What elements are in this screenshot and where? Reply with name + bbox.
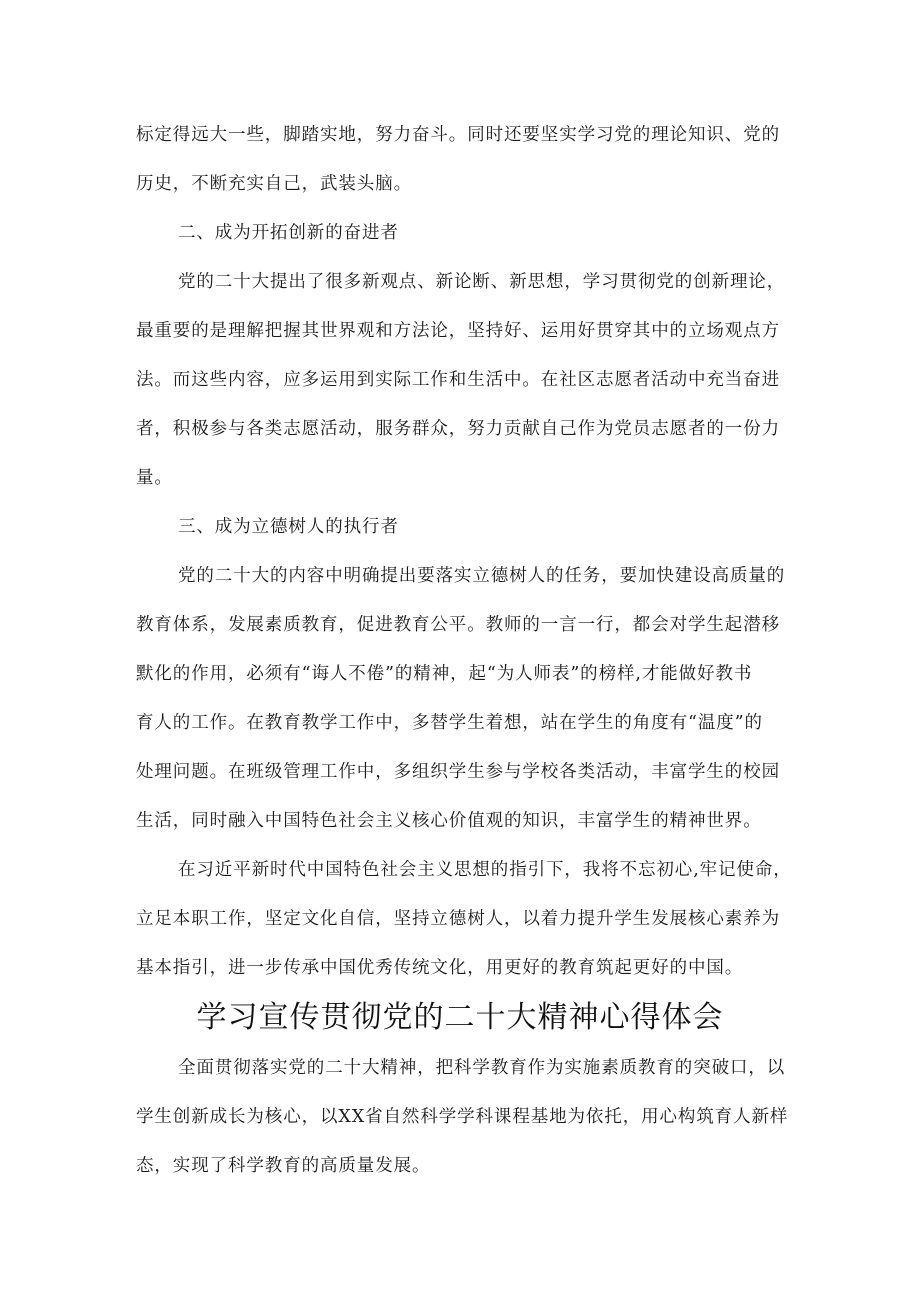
paragraph-line: 党的二十大提出了很多新观点、新论断、新思想，学习贯彻党的创新理论，: [178, 272, 786, 292]
paragraph-line: 生活，同时融入中国特色社会主义核心价值观的知识，丰富学生的精神世界。: [136, 811, 762, 831]
paragraph-line: 法。而这些内容，应多运用到实际工作和生活中。在社区志愿者活动中充当奋进: [136, 370, 780, 390]
paragraph-line: 者，积极参与各类志愿活动，服务群众，努力贡献自己作为党员志愿者的一份力: [136, 419, 780, 439]
paragraph-line: 基本指引，进一步传承中国优秀传统文化，用更好的教育筑起更好的中国。: [136, 958, 744, 978]
paragraph-line: 处理问题。在班级管理工作中，多组织学生参与学校各类活动，丰富学生的校园: [136, 762, 780, 782]
paragraph-line: 默化的作用，必须有“诲人不倦”的精神，起“为人师表”的榜样,才能做好教书: [136, 664, 753, 684]
section-heading: 二、成为开拓创新的奋进者: [178, 223, 399, 243]
paragraph-line: 历史，不断充实自己，武装头脑。: [136, 174, 412, 194]
paragraph-line: 态，实现了科学教育的高质量发展。: [136, 1156, 431, 1176]
article-title: 学习宣传贯彻党的二十大精神心得体会: [196, 1000, 724, 1035]
paragraph-line: 教育体系，发展素质教育，促进教育公平。教师的一言一行，都会对学生起潜移: [136, 615, 780, 635]
paragraph-line: 育人的工作。在教育教学工作中，多替学生着想，站在学生的角度有“温度”的: [136, 713, 763, 733]
paragraph-line: 量。: [136, 468, 173, 488]
paragraph-line: 学生创新成长为核心，以XX省自然科学学科课程基地为依托，用心构筑育人新样: [136, 1107, 789, 1127]
paragraph-line: 在习近平新时代中国特色社会主义思想的指引下，我将不忘初心,牢记使命，: [178, 860, 792, 880]
paragraph-line: 立足本职工作，坚定文化自信，坚持立德树人，以着力提升学生发展核心素养为: [136, 909, 780, 929]
paragraph-line: 最重要的是理解把握其世界观和方法论，坚持好、运用好贯穿其中的立场观点方: [136, 321, 780, 341]
section-heading: 三、成为立德树人的执行者: [178, 517, 399, 537]
paragraph-line: 全面贯彻落实党的二十大精神，把科学教育作为实施素质教育的突破口，以: [178, 1058, 786, 1078]
paragraph-line: 党的二十大的内容中明确提出要落实立德树人的任务，要加快建设高质量的: [178, 566, 786, 586]
paragraph-line: 标定得远大一些，脚踏实地，努力奋斗。同时还要坚实学习党的理论知识、党的: [136, 125, 780, 145]
